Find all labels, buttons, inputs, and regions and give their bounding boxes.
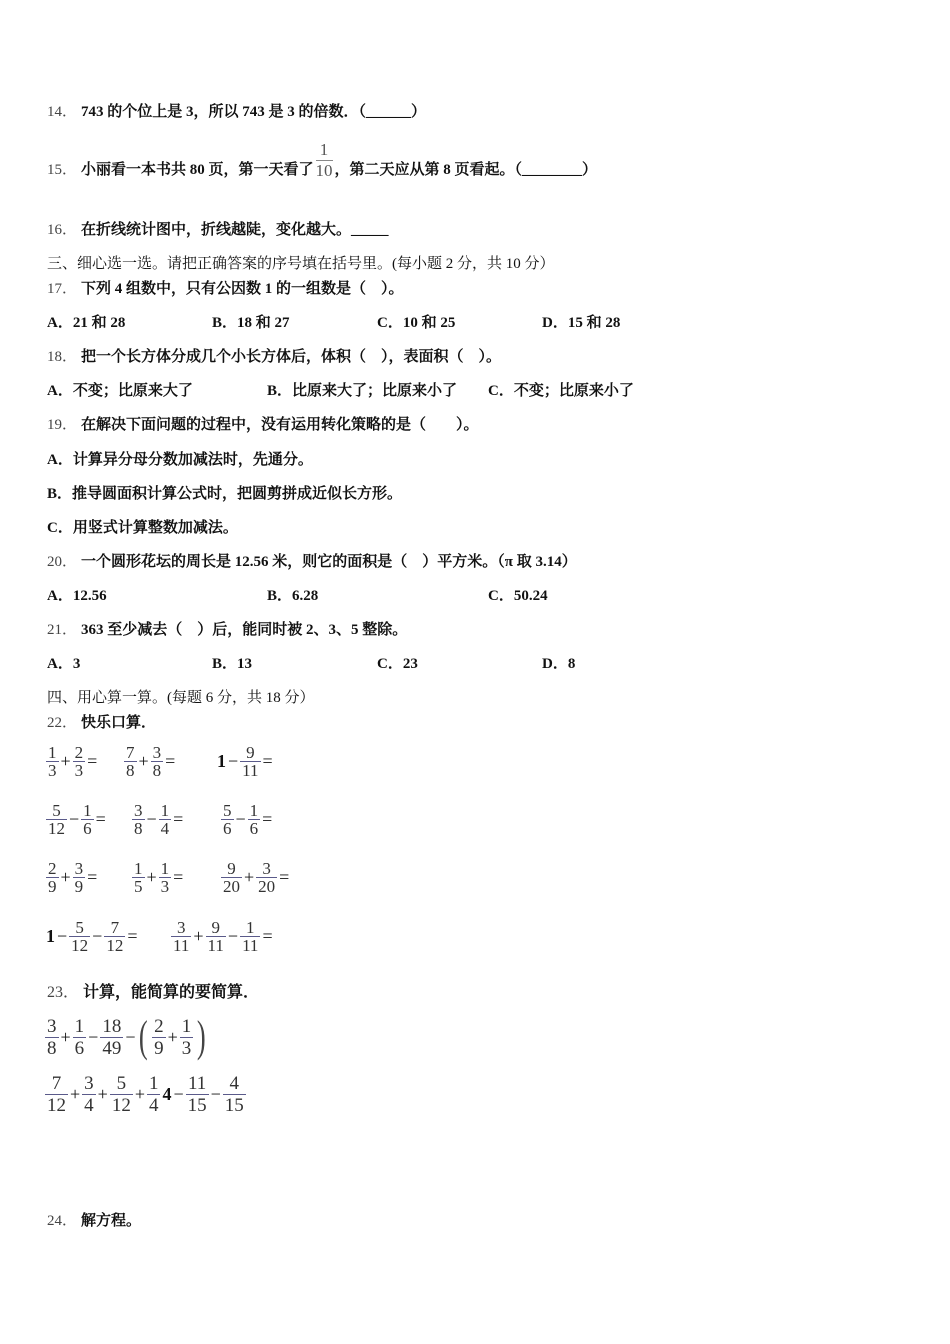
question-text: 在解决下面问题的过程中，没有运用转化策略的是（ ）。 [81,417,479,433]
denominator: 6 [223,819,232,838]
operator: + [146,867,157,887]
denominator: 4 [84,1095,94,1116]
fraction [180,1016,194,1059]
denominator: 12 [111,1095,131,1116]
section-3-heading: 三、细心选一选。请把正确答案的序号填在括号里。(每小题 2 分，共 10 分） [47,256,555,272]
denominator: 4 [148,1095,159,1116]
denominator: 12 [106,936,124,955]
numerator: 1 [249,801,259,820]
integer: 4 [162,1084,172,1104]
option-c: C．不变；比原来小了 [488,383,634,399]
fraction [221,860,242,895]
denominator: 8 [126,761,135,780]
operator: = [87,867,98,887]
operator: = [173,809,184,829]
fraction [82,1073,96,1116]
denominator: 11 [242,761,259,780]
question-20 [47,552,577,572]
numerator: 1 [160,801,170,820]
fraction [46,744,59,779]
numerator: 3 [74,859,84,878]
operator: = [87,751,98,771]
option-b: B．比原来大了；比原来小了 [267,383,458,399]
option-b: B．13 [212,656,253,672]
question-text: 把一个长方体分成几个小长方体后，体积（ ），表面积（ ）。 [81,349,502,365]
operator: − [228,751,239,771]
operator: + [70,1084,81,1104]
question-text: 一个圆形花坛的周长是 12.56 米，则它的面积是（ ）平方米。（π 取 3.14） [81,554,577,570]
denominator: 9 [154,1037,164,1059]
expression [45,744,98,779]
parenthesis: ) [197,1012,207,1061]
operator: = [279,867,290,887]
denominator: 11 [242,936,259,955]
option-b: B．6.28 [267,588,319,604]
denominator: 6 [74,1037,85,1059]
denominator: 49 [102,1037,122,1059]
operator: = [262,751,273,771]
fraction [151,744,164,779]
expression [45,860,98,895]
operator: = [95,809,106,829]
option-a: A．12.56 [47,588,107,604]
numerator: 9 [211,918,220,937]
fraction [256,860,277,895]
question-14 [47,102,426,122]
operator: = [127,926,138,946]
operator: + [97,1084,108,1104]
numerator: 7 [110,918,120,937]
question-text: 743 的个位上是 3，所以 743 是 3 的倍数．（______） [81,104,427,120]
operator: − [146,809,157,829]
expression [44,1073,247,1116]
numerator: 7 [126,743,135,762]
operator: − [210,1084,221,1104]
denominator: 8 [134,819,143,838]
numerator: 1 [160,859,170,878]
numerator: 2 [48,859,57,878]
fraction [81,802,94,837]
numerator: 9 [246,743,255,762]
operator: + [60,867,71,887]
question-17 [47,279,404,299]
numerator: 1 [181,1015,192,1037]
numerator: 3 [176,918,186,937]
question-15 [47,140,598,191]
operator: + [167,1026,178,1047]
operator: + [134,1084,145,1104]
question-19 [47,415,479,435]
operator: + [193,926,204,946]
denominator: 9 [74,877,84,896]
question-24 [47,1211,141,1231]
expression [44,1012,209,1061]
section-4-heading: 四、用心算一算。(每题 6 分，共 18 分） [47,690,315,706]
numerator: 1 [48,743,57,762]
numerator: 18 [102,1015,122,1037]
denominator: 10 [315,161,333,180]
question-22 [47,713,156,733]
question-text: 解方程。 [81,1213,142,1229]
numerator: 5 [223,801,232,820]
operator: + [138,751,149,771]
expression [45,919,138,954]
numerator: 3 [84,1073,94,1094]
numerator: 1 [246,918,255,937]
numerator: 5 [116,1073,127,1094]
operator: + [60,1026,71,1047]
denominator: 12 [48,819,65,838]
numerator: 3 [152,743,162,762]
question-number: 14． [47,104,78,120]
denominator: 20 [223,877,240,896]
question-text: 下列 4 组数中，只有公因数 1 的一组数是（ ）。 [81,281,404,297]
question-number: 23． [47,984,80,1001]
numerator: 4 [229,1073,240,1094]
fraction [171,919,191,954]
denominator: 11 [173,936,190,955]
numerator: 9 [227,859,236,878]
denominator: 5 [134,877,143,896]
numerator: 1 [319,140,329,159]
fraction [46,802,67,837]
numerator: 3 [134,801,143,820]
option-a: A．21 和 28 [47,315,126,331]
integer: 1 [46,926,55,946]
integer: 1 [217,751,226,771]
expression [123,744,176,779]
fraction [240,744,260,779]
numerator: 1 [74,1015,85,1037]
numerator: 3 [47,1015,57,1037]
expression [220,860,290,895]
parenthesis: ( [139,1012,149,1061]
denominator: 6 [249,819,259,838]
numerator: 1 [83,801,92,820]
question-text: 在折线统计图中，折线越陡，变化越大。_____ [81,222,389,238]
denominator: 3 [74,761,84,780]
question-21 [47,620,407,640]
question-number: 19． [47,417,78,433]
option-a: A．不变；比原来大了 [47,383,193,399]
fraction [73,1016,87,1059]
fraction [159,802,172,837]
option-c: C．50.24 [488,588,548,604]
operator: − [69,809,80,829]
option-c: C．用竖式计算整数加减法。 [47,520,238,536]
option-a: A．3 [47,656,81,672]
fraction [159,860,172,895]
denominator: 20 [258,877,276,896]
operator: + [60,751,71,771]
fraction [100,1016,123,1059]
operator: − [92,926,103,946]
option-a: A．计算异分母分数加减法时，先通分。 [47,452,313,468]
denominator: 3 [48,761,57,780]
fraction [186,1073,209,1116]
fraction [316,140,333,181]
fraction [46,860,59,895]
denominator: 12 [47,1095,66,1116]
question-18 [47,347,501,367]
question-number: 15． [47,161,78,178]
question-number: 22． [47,715,78,731]
fraction [45,1073,68,1116]
operator: = [173,867,184,887]
question-text: 计算，能简算的要简算． [83,984,260,1001]
option-d: D．8 [542,656,576,672]
denominator: 6 [83,819,92,838]
question-16 [47,220,389,240]
option-c: C．23 [377,656,418,672]
question-text: 小丽看一本书共 80 页，第一天看了 [81,161,314,178]
option-b: B．18 和 27 [212,315,290,331]
fraction [132,802,145,837]
denominator: 9 [48,877,57,896]
denominator: 8 [47,1037,57,1059]
expression [170,919,274,954]
question-number: 18． [47,349,78,365]
fraction [124,744,137,779]
fraction [221,802,234,837]
fraction [73,860,86,895]
numerator: 2 [74,743,84,762]
operator: − [57,926,68,946]
operator: + [244,867,255,887]
question-number: 17． [47,281,78,297]
fraction [132,860,145,895]
expression [131,860,184,895]
question-text: 快乐口算． [81,715,157,731]
fraction [147,1073,161,1116]
denominator: 15 [187,1095,207,1116]
denominator: 4 [160,819,170,838]
numerator: 7 [51,1073,62,1094]
option-c: C．10 和 25 [377,315,456,331]
option-d: D．15 和 28 [542,315,621,331]
operator: − [235,809,246,829]
numerator: 11 [187,1073,207,1094]
numerator: 5 [75,918,84,937]
denominator: 12 [71,936,89,955]
denominator: 8 [152,761,162,780]
expression [45,802,107,837]
fraction [45,1016,59,1059]
question-number: 16． [47,222,78,238]
operator: − [125,1026,136,1047]
fraction [248,802,261,837]
fraction [73,744,86,779]
fraction [240,919,260,954]
operator: − [88,1026,99,1047]
operator: − [227,926,239,946]
fraction [104,919,125,954]
question-text: 363 至少减去（ ）后，能同时被 2、3、5 整除。 [81,622,408,638]
numerator: 2 [154,1015,164,1037]
denominator: 3 [160,877,170,896]
operator: = [262,926,273,946]
expression [216,744,274,779]
numerator: 1 [148,1073,159,1094]
expression [220,802,273,837]
expression [131,802,184,837]
fraction [110,1073,133,1116]
numerator: 1 [134,859,143,878]
denominator: 3 [181,1037,192,1059]
numerator: 3 [262,859,271,878]
denominator: 15 [224,1095,244,1116]
fraction [206,919,226,954]
operator: − [173,1084,184,1104]
question-number: 20． [47,554,78,570]
question-text: ，第二天应从第 8 页看起。（________） [334,161,598,178]
operator: = [165,751,176,771]
denominator: 11 [207,936,224,955]
operator: = [262,809,273,829]
fraction [223,1073,246,1116]
option-b: B．推导圆面积计算公式时，把圆剪拼成近似长方形。 [47,486,403,502]
fraction [69,919,90,954]
fraction [152,1016,166,1059]
question-number: 21． [47,622,78,638]
numerator: 5 [52,801,61,820]
question-number: 24． [47,1213,78,1229]
question-23 [47,983,259,1003]
